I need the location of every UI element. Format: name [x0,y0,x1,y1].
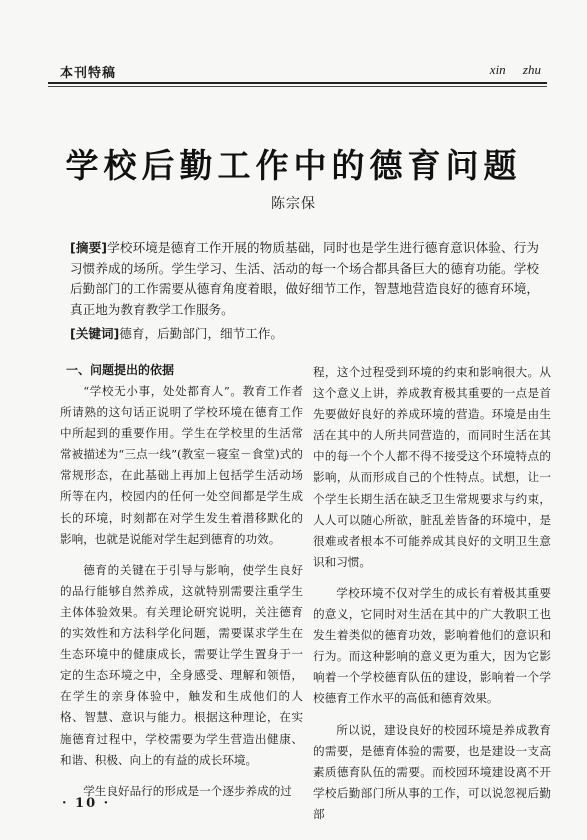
body-paragraph: 程，这个过程受到环境的约束和影响很大。从这个意义上讲，养成教育极其重要的一点是首先要做好良好的养成环境的营造。环境是由生活在其中的人所共同营造的，而同时生活在其中的每一个个人都不得不接受这个环境特点的影响，从而形成自己的个性特点。试想，让一个学生长期生活在缺乏卫生常规要求与约束，人人可以随心所欲，脏乱差皆备的环境中，是很难或者根本不可能养成其良好的文明卫生意识和习惯。 [313,365,551,569]
abstract-text: 学校环境是德育工作开展的物质基础，同时也是学生进行德育意识体验、行为习惯养成的场所。学生学习、生活、活动的每一个场合都具备巨大的德育功能。学校后勤部门的工作需要从德育角度着眼，做好细节工作，智慧地营造良好的德育环境，真正地为教育教学工作服务。 [70,240,540,317]
body-paragraph: 德育的关键在于引导与影响，使学生良好的品行能够自然养成，这就特别需要注重学生主体体验效果。有关理论研究说明，关注德育的实效性和方法科学化问题，需要谋求学生在生态环境中的健康成长，需要让学生置身于一定的生态环境之中，全身感受、理解和领悟，在学生的亲身体验中，触发和生成他们的人格、智慧、意识与能力。根据这种理论，在实施德育过程中，学校需要为学生营造出健康、和谐、积极、向上的有益的成长环境。 [60,562,303,767]
body-paragraph: 所以说，建设良好的校园环境是养成教育的需要，是德育体验的需要，也是建设一支高素质德育队伍的需要。而校园环境建设离不开学校后勤部门所从事的工作，可以说忽视后勤部 [313,722,551,821]
body-paragraph: 学生良好品行的形成是一个逐步养成的过 [83,783,292,798]
abstract [70,238,539,320]
abstract-label: [摘要] [70,240,108,255]
section-heading: 一、问题提出的依据 [66,363,175,377]
running-header [48,60,547,82]
keywords-label: [关键词] [70,326,120,341]
header-rule-thick [48,82,547,84]
header-rule-thin [48,86,547,87]
body-paragraph: 学校环境不仅对学生的成长有着极其重要的意义，它同时对生活在其中的广大教职工也发生着类似的德育功效，影响着他们的意识和行为。而这种影响的意义更为重大，因为它影响着一个学校德育队伍的建设，影响着一个学校德育工作水平的高低和德育效果。 [313,585,551,706]
header-pinyin: xin zhu [489,62,541,77]
body-paragraph: “学校无小事，处处都育人”。教育工作者所请熟的这句话正说明了学校环境在德育工作中所起到的重要作用。学生在学校里的生活常常被描述为“三点一线”(教室－寝室－食堂)式的常规形态，在此基础上再加上包括学生活动场所等在内，校园内的任何一处空间都是学生成长的环境，时刻都在对学生发生着潜移默化的影响，也就是说能对学生起到德育的功效。 [60,384,303,546]
article-title: 学校后勤工作中的德育问题 [65,146,522,185]
section-label: 本刊特稿 [60,66,117,81]
page-number: · 10 · [62,796,111,811]
left-column [60,360,303,802]
keywords [70,324,539,344]
author-name: 陈宗保 [271,196,316,212]
keywords-text: 德育，后勤部门，细节工作。 [119,326,284,341]
right-column [313,362,551,825]
